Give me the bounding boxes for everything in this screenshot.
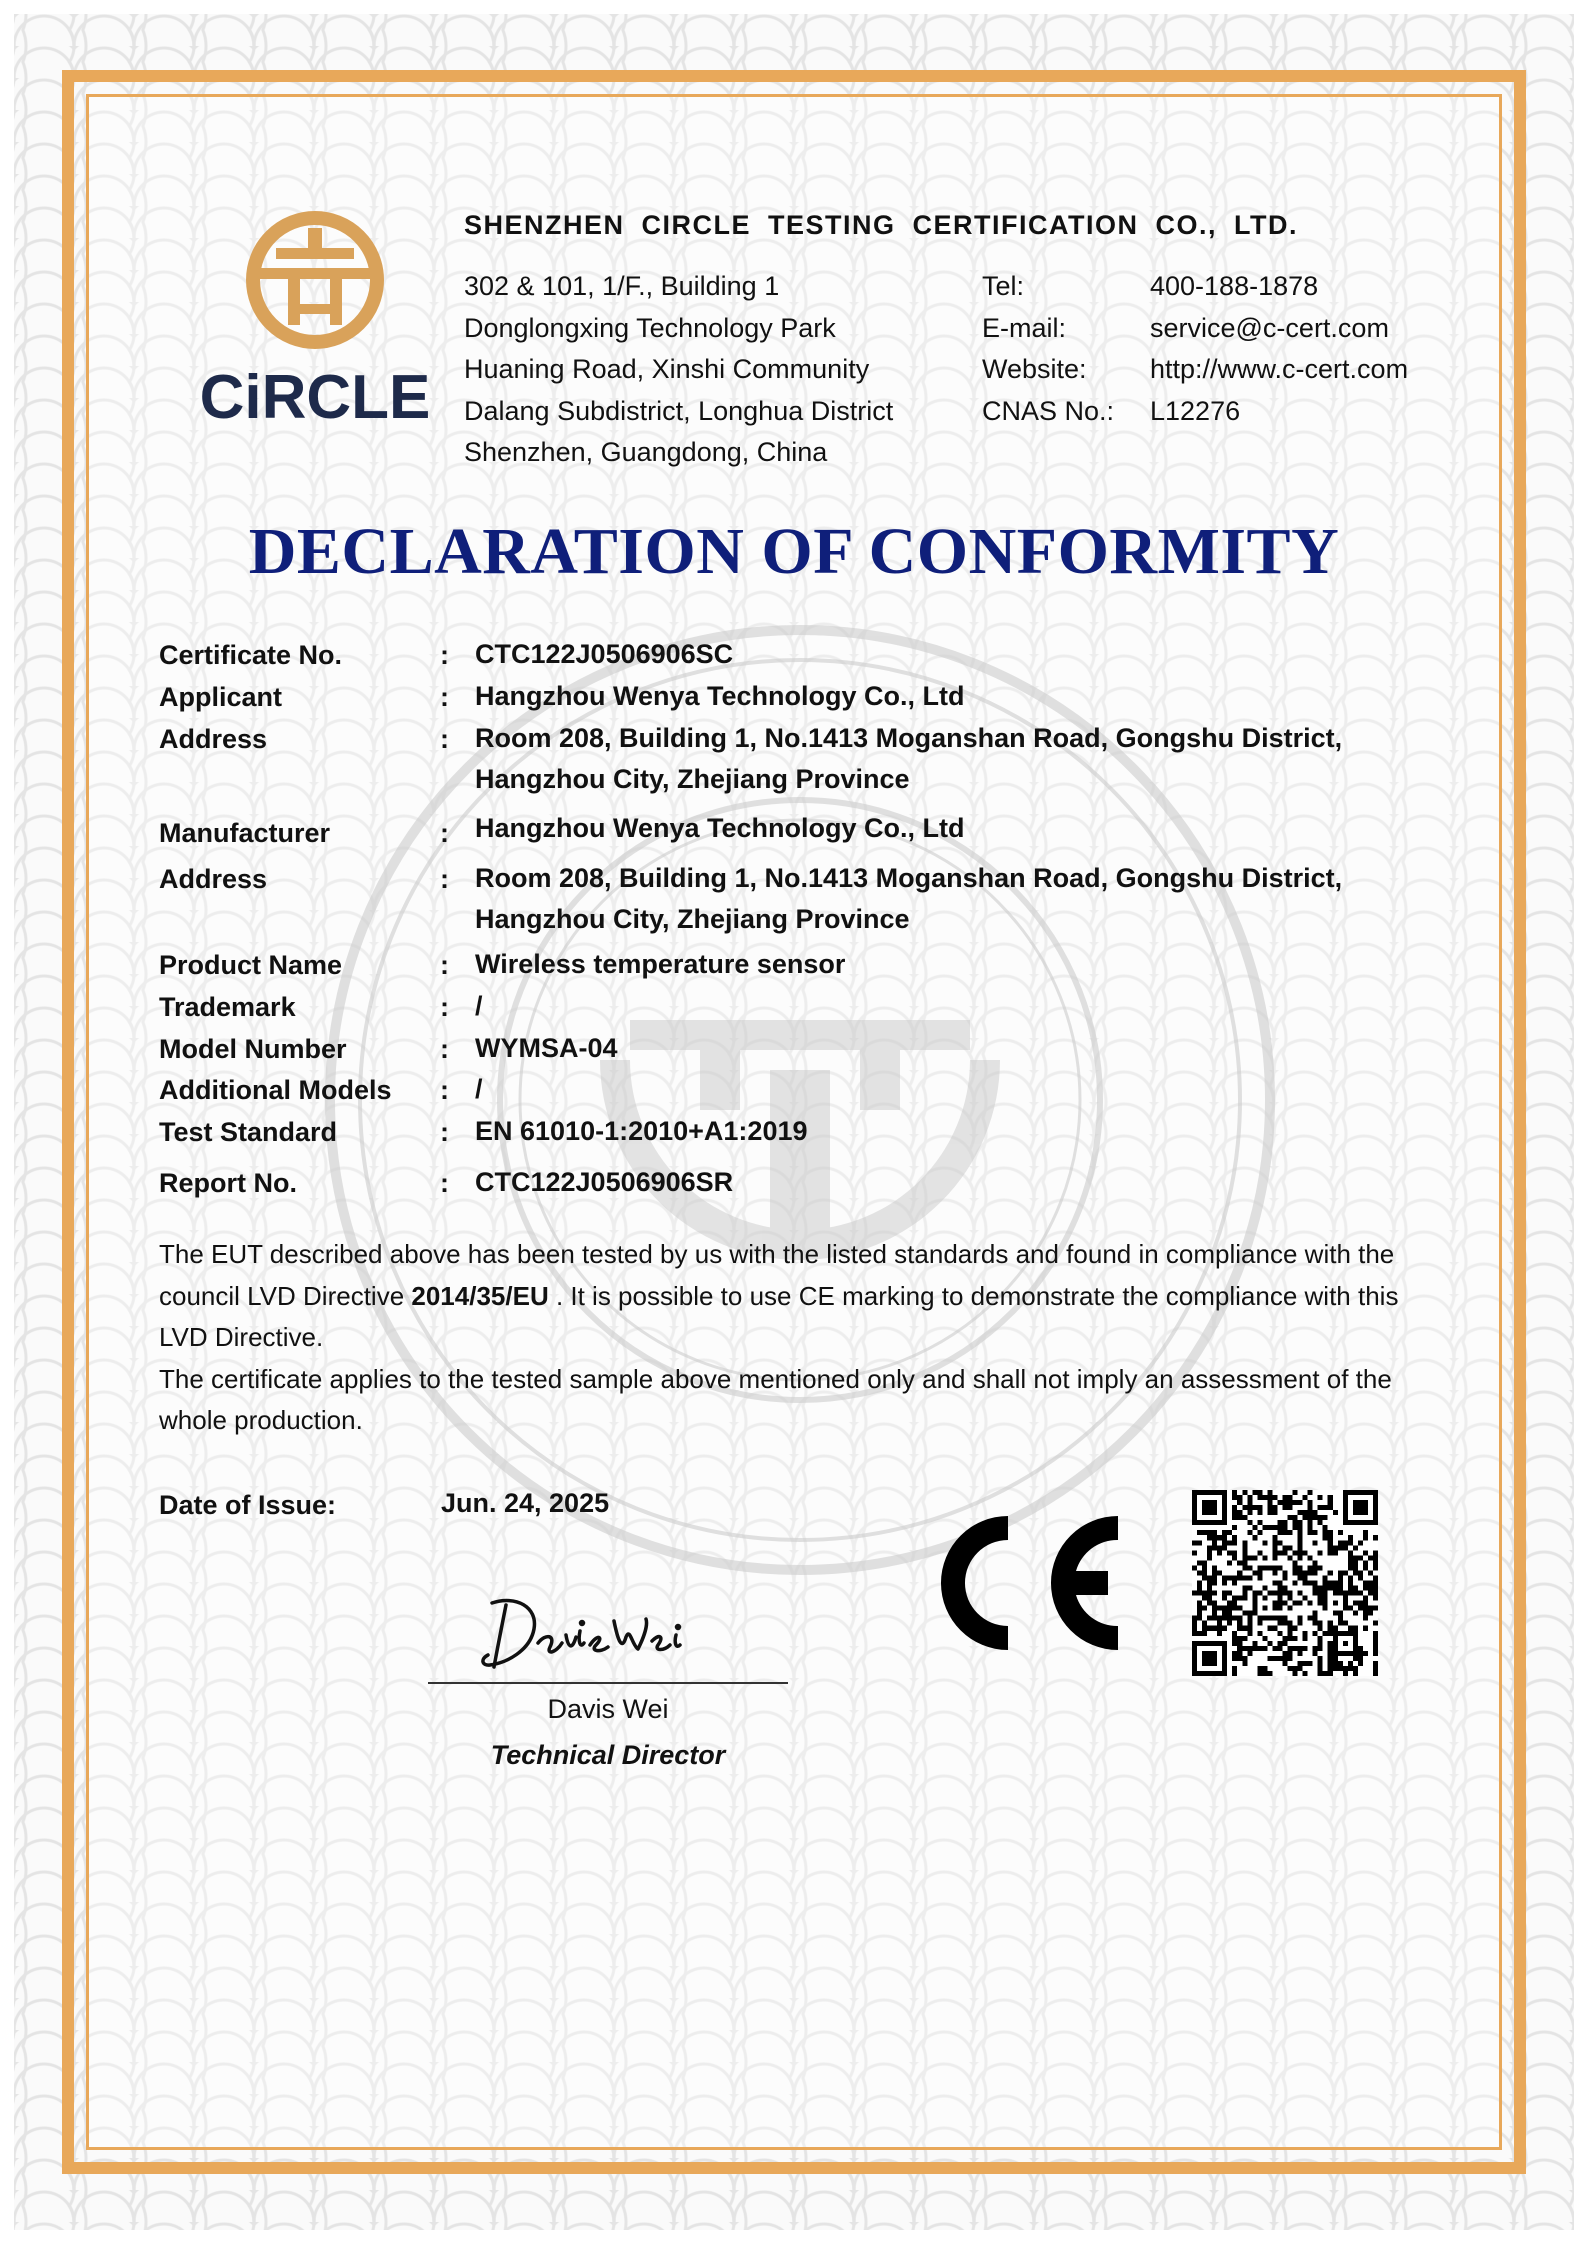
field-label: Certificate No. xyxy=(159,640,343,670)
signature-image xyxy=(476,1585,706,1675)
date-of-issue-value: Jun. 24, 2025 xyxy=(441,1488,610,1518)
field-label: Model Number xyxy=(159,1034,347,1064)
field-label: Manufacturer xyxy=(159,818,331,848)
contact-values xyxy=(1150,266,1408,432)
field-separator: : xyxy=(440,682,449,712)
field-value: / xyxy=(475,1074,483,1104)
svg-text:CiRCLE: CiRCLE xyxy=(199,363,431,432)
field-label: Test Standard xyxy=(159,1117,338,1147)
field-value: Wireless temperature sensor xyxy=(475,949,846,979)
field-label: Product Name xyxy=(159,950,343,980)
field-separator: : xyxy=(440,1034,449,1064)
circle-logo-icon xyxy=(196,208,434,438)
contact-labels xyxy=(982,266,1114,432)
tel-value: 400-188-1878 xyxy=(1150,271,1319,301)
field-separator: : xyxy=(440,992,449,1022)
email-label: E-mail: xyxy=(982,312,1067,343)
field-value: WYMSA-04 xyxy=(475,1033,618,1063)
field-value-line2: Hangzhou City, Zhejiang Province xyxy=(475,764,910,794)
field-separator: : xyxy=(440,640,449,670)
field-value: / xyxy=(475,991,483,1021)
address-line: Donglongxing Technology Park xyxy=(464,312,836,343)
statement-text: The EUT described above has been tested by us with the listed standards and found in compliance with the council LVD Directive xyxy=(159,1239,1395,1311)
field-separator: : xyxy=(440,950,449,980)
document-title: DECLARATION OF CONFORMITY xyxy=(248,515,1340,588)
field-separator: : xyxy=(440,724,449,754)
field-value-line1: Room 208, Building 1, No.1413 Moganshan Road, Gongshu District, xyxy=(475,863,1343,893)
field-label: Applicant xyxy=(159,682,283,712)
qr-code-icon[interactable] xyxy=(1192,1490,1378,1676)
field-value: Hangzhou Wenya Technology Co., Ltd xyxy=(475,813,965,843)
statement-paragraph: The certificate applies to the tested sample above mentioned only and shall not imply an assessment of the whole production. xyxy=(159,1363,1392,1435)
field-value-line2: Hangzhou City, Zhejiang Province xyxy=(475,904,910,934)
ce-mark-icon xyxy=(918,1508,1128,1658)
email-link[interactable]: service@c-cert.com xyxy=(1150,312,1389,343)
field-label: Report No. xyxy=(159,1168,297,1198)
address-line: 302 & 101, 1/F., Building 1 xyxy=(464,271,780,301)
cnas-value: L12276 xyxy=(1150,395,1241,426)
website-label: Website: xyxy=(982,354,1087,384)
signature-line xyxy=(428,1682,788,1684)
signer-name: Davis Wei xyxy=(547,1694,669,1724)
statement-paragraph xyxy=(159,1234,1449,1359)
date-of-issue-label: Date of Issue: xyxy=(159,1490,337,1520)
tel-label: Tel: xyxy=(982,271,1025,301)
field-separator: : xyxy=(440,1117,449,1147)
company-address xyxy=(464,266,893,474)
address-line: Shenzhen, Guangdong, China xyxy=(464,437,828,467)
address-line: Huaning Road, Xinshi Community xyxy=(464,354,870,384)
field-value: CTC122J0506906SR xyxy=(475,1167,734,1197)
field-value: EN 61010-1:2010+A1:2019 xyxy=(475,1116,808,1146)
signer-title: Technical Director xyxy=(490,1740,726,1770)
address-line: Dalang Subdistrict, Longhua District xyxy=(464,395,894,426)
cnas-label: CNAS No.: xyxy=(982,395,1115,426)
field-value: Hangzhou Wenya Technology Co., Ltd xyxy=(475,681,965,711)
field-label: Address xyxy=(159,724,268,754)
website-link[interactable]: http://www.c-cert.com xyxy=(1150,354,1409,384)
field-label: Address xyxy=(159,864,268,894)
field-separator: : xyxy=(440,1168,449,1198)
compliance-statement xyxy=(159,1234,1449,1442)
field-value: CTC122J0506906SC xyxy=(475,639,734,669)
company-name: SHENZHEN CIRCLE TESTING CERTIFICATION CO., LTD. xyxy=(464,210,1298,240)
field-separator: : xyxy=(440,1075,449,1105)
field-label: Trademark xyxy=(159,992,296,1022)
directive-number: 2014/35/EU xyxy=(411,1280,549,1311)
field-value-line1: Room 208, Building 1, No.1413 Moganshan Road, Gongshu District, xyxy=(475,723,1343,753)
field-separator: : xyxy=(440,818,449,848)
field-separator: : xyxy=(440,864,449,894)
statement-text: . It is possible to use CE marking to demonstrate the compliance with this LVD Directive. xyxy=(159,1280,1399,1352)
field-label: Additional Models xyxy=(159,1075,392,1105)
